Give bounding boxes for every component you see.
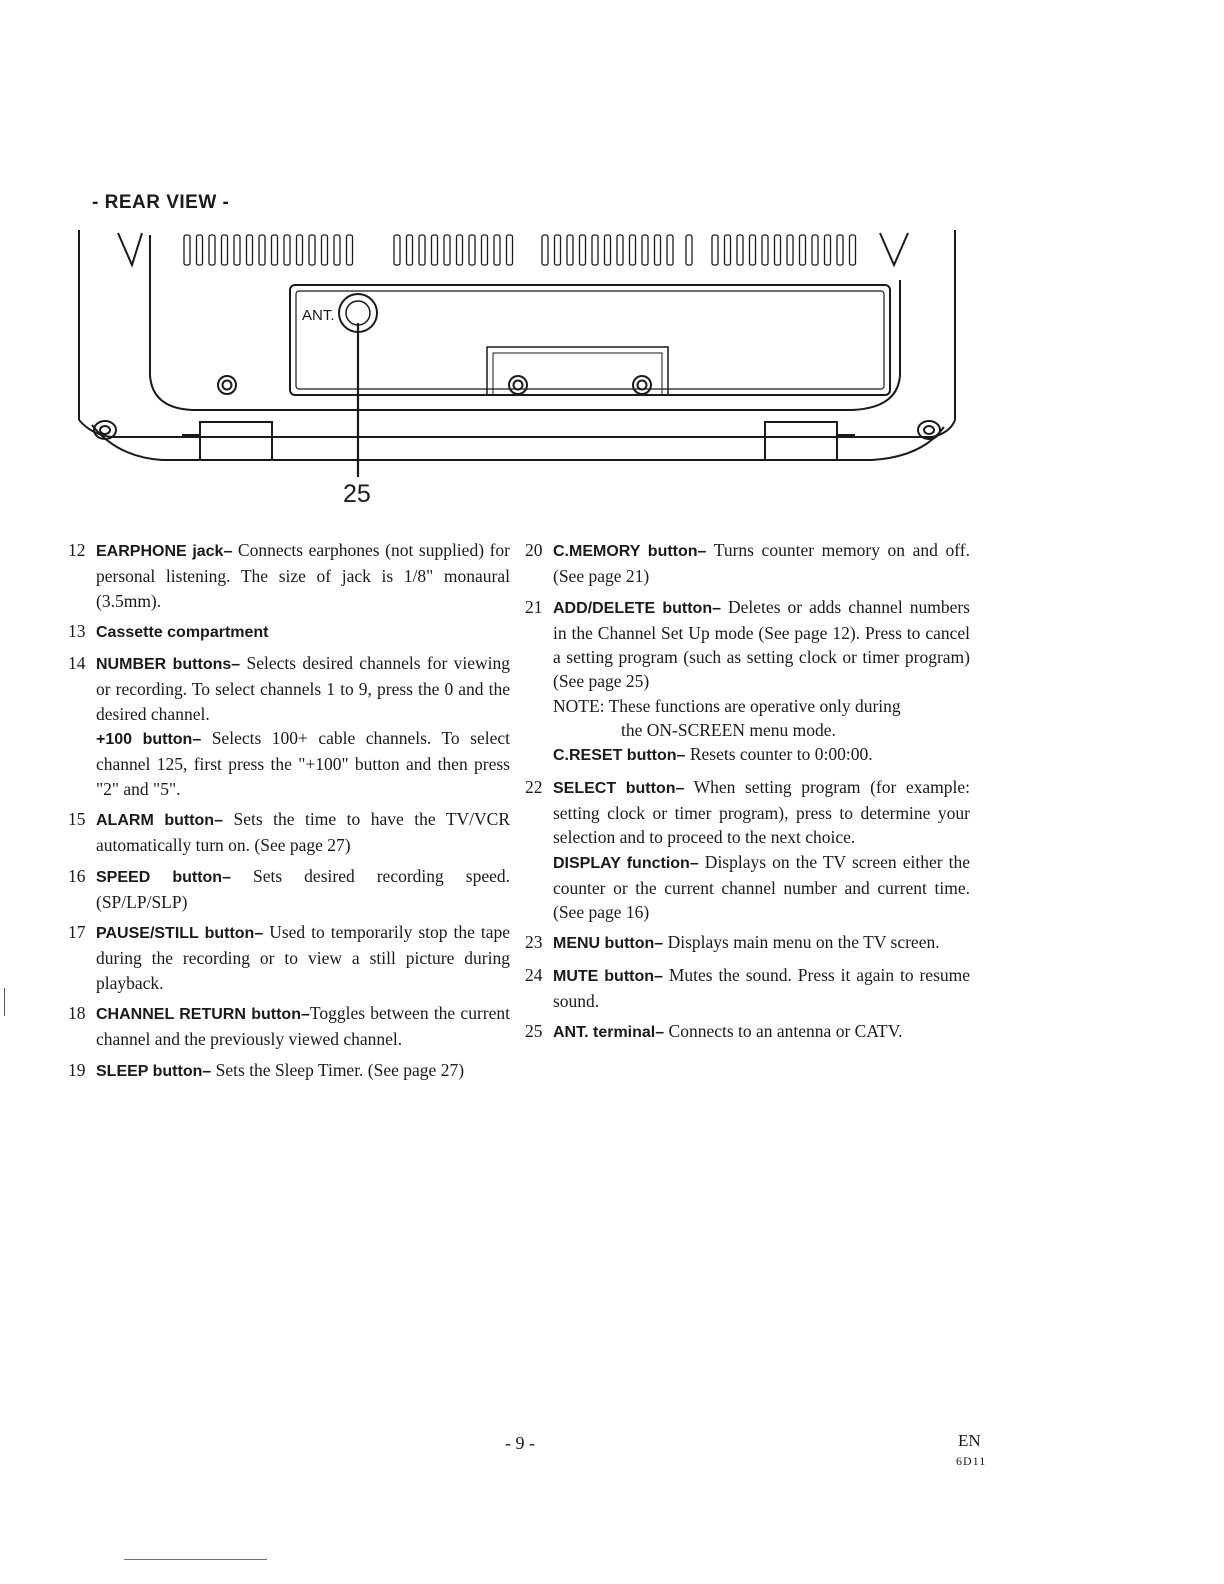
item-term: MENU button–: [553, 935, 664, 953]
item-number: 23: [525, 932, 543, 953]
vent-slot: [469, 235, 475, 265]
item-term: NUMBER buttons–: [96, 656, 241, 674]
vent-slot: [750, 235, 756, 265]
vent-slot: [686, 235, 692, 265]
item-number: 21: [525, 596, 543, 617]
language-code: EN: [958, 1431, 981, 1450]
vent-slot: [542, 235, 548, 265]
list-item-16: [68, 864, 510, 915]
list-item-24: [525, 963, 970, 1014]
rear-view-diagram: [72, 225, 967, 515]
list-item-13: [68, 619, 510, 645]
left-notch: [118, 233, 142, 265]
item-term: ALARM button–: [96, 811, 223, 829]
sub-text: Displays on the TV screen either the counter or the current channel number and current time. (See page 16): [553, 851, 970, 923]
vent-slot: [800, 235, 806, 265]
vent-slot: [457, 235, 463, 265]
note-text-continued: the ON-SCREEN menu mode.: [621, 720, 836, 741]
item-text: Sets desired recording speed. (SP/LP/SLP): [96, 865, 511, 912]
page-number: - 9 -: [505, 1433, 535, 1453]
vent-slot: [444, 235, 450, 265]
vent-slot: [494, 235, 500, 265]
item-number: 16: [68, 865, 86, 886]
item-text: Selects desired channels for viewing or recording. To select channels 1 to 9, press the 0 and the desired channel.: [96, 653, 510, 724]
item-number: 18: [68, 1003, 86, 1024]
vent-slot: [334, 235, 340, 265]
vent-slot: [812, 235, 818, 265]
item-text: Sets the time to have the TV/VCR automatically turn on. (See page 27): [96, 808, 510, 856]
item-term: SPEED button–: [96, 868, 231, 886]
item-subentry: [96, 726, 510, 801]
item-text: Displays main menu on the TV screen.: [663, 932, 940, 953]
callout-number-25: 25: [343, 480, 371, 508]
item-number: 13: [68, 620, 86, 641]
section-title: - REAR VIEW -: [92, 192, 230, 213]
sub-term: DISPLAY function–: [553, 854, 699, 872]
item-number: 22: [525, 776, 543, 797]
item-term: MUTE button–: [553, 967, 663, 985]
list-item-18: [68, 1001, 510, 1052]
vent-slot: [209, 235, 215, 265]
item-number: 24: [525, 964, 543, 985]
item-number: 17: [68, 922, 86, 943]
vent-slot: [322, 235, 328, 265]
list-item-19: [68, 1058, 510, 1084]
vent-slot: [850, 235, 856, 265]
ventilation-slots: [184, 235, 856, 265]
vent-slot: [837, 235, 843, 265]
sub-text: Selects 100+ cable channels. To select channel 125, first press the "+100" button and then press "2" and "5".: [96, 728, 510, 799]
vent-slot: [825, 235, 831, 265]
left-foot: [200, 422, 272, 460]
list-item-22: [525, 775, 970, 925]
vent-slot: [580, 235, 586, 265]
right-notch: [880, 233, 908, 265]
vent-slot: [555, 235, 561, 265]
item-term: CHANNEL RETURN button–: [96, 1006, 310, 1024]
vent-slot: [259, 235, 265, 265]
item-term: ANT. terminal–: [553, 1024, 665, 1042]
vent-slot: [272, 235, 278, 265]
sub-term: C.RESET button–: [553, 747, 686, 765]
vent-slot: [394, 235, 400, 265]
vent-slot: [712, 235, 718, 265]
note-label: NOTE:: [553, 695, 605, 716]
vent-slot: [567, 235, 573, 265]
vent-slot: [482, 235, 488, 265]
item-term: C.MEMORY button–: [553, 543, 707, 560]
vent-slot: [284, 235, 290, 265]
item-number: 19: [68, 1059, 86, 1080]
list-item-20: [525, 538, 970, 589]
item-term: PAUSE/STILL button–: [96, 925, 264, 943]
item-number: 20: [525, 540, 543, 560]
item-term: SELECT button–: [553, 779, 685, 797]
vent-slot: [642, 235, 648, 265]
vent-slot: [667, 235, 673, 265]
note: [553, 694, 970, 743]
vent-slot: [592, 235, 598, 265]
list-item-17: [68, 920, 510, 995]
item-term: SLEEP button–: [96, 1062, 212, 1080]
item-text: Deletes or adds channel numbers in the Channel Set Up mode (See page 12). Press to cancel a setting program (such as setting clock or timer program) (See page 25): [553, 596, 970, 692]
vent-slot: [222, 235, 228, 265]
vent-slot: [432, 235, 438, 265]
item-number: 12: [68, 540, 86, 560]
vent-slot: [655, 235, 661, 265]
vent-slot: [197, 235, 203, 265]
list-item-14: [68, 651, 510, 801]
terminal-panel: [290, 285, 890, 395]
item-number: 25: [525, 1021, 543, 1042]
vent-slot: [184, 235, 190, 265]
item-subentry: [553, 742, 970, 768]
item-text: Mutes the sound. Press it again to resume sound.: [553, 964, 971, 1012]
vent-slot: [725, 235, 731, 265]
list-item-25: [525, 1019, 970, 1045]
item-number: 15: [68, 808, 86, 829]
sub-text: Resets counter to 0:00:00.: [685, 744, 873, 765]
vent-slot: [737, 235, 743, 265]
list-item-15: [68, 807, 510, 858]
left-column: [68, 538, 510, 1090]
vent-slot: [507, 235, 513, 265]
right-foot: [765, 422, 837, 460]
scan-artifact: [4, 988, 5, 1016]
list-item-23: [525, 930, 970, 956]
list-item-21: [525, 595, 970, 769]
vent-slot: [247, 235, 253, 265]
item-text: Sets the Sleep Timer. (See page 27): [211, 1059, 465, 1080]
bottom-rule: [124, 1559, 267, 1560]
item-term: Cassette compartment: [96, 623, 269, 641]
vent-slot: [234, 235, 240, 265]
document-code: 6D11: [956, 1454, 987, 1468]
item-term: EARPHONE jack–: [96, 543, 233, 560]
vent-slot: [630, 235, 636, 265]
vent-slot: [617, 235, 623, 265]
ant-label: ANT.: [302, 307, 335, 324]
item-subentry: [553, 850, 970, 925]
item-number: 14: [68, 653, 86, 674]
item-text: Used to temporarily stop the tape during the recording or to view a still picture during playback.: [96, 922, 511, 993]
right-column: [525, 538, 970, 1052]
vent-slot: [407, 235, 413, 265]
item-term: ADD/DELETE button–: [553, 599, 721, 617]
vent-slot: [419, 235, 425, 265]
vent-slot: [787, 235, 793, 265]
base-outline: [92, 425, 944, 460]
vent-slot: [775, 235, 781, 265]
item-text: When setting program (for example: setting clock or timer program), press to determine your selection and to proceed to the next choice.: [553, 776, 970, 848]
note-text: These functions are operative only during: [604, 695, 901, 716]
vent-slot: [762, 235, 768, 265]
vent-slot: [297, 235, 303, 265]
vent-slot: [605, 235, 611, 265]
item-text: Turns counter memory on and off. (See page 21): [553, 540, 971, 587]
vent-slot: [309, 235, 315, 265]
item-text: Connects to an antenna or CATV.: [664, 1021, 903, 1042]
sub-term: +100 button–: [96, 731, 202, 749]
item-text: Connects earphones (not supplied) for personal listening. The size of jack is 1/8" monaural (3.5mm).: [96, 540, 510, 611]
item-text: Toggles between the current channel and the previously viewed channel.: [96, 1003, 510, 1050]
vent-slot: [347, 235, 353, 265]
list-item-12: [68, 538, 510, 613]
